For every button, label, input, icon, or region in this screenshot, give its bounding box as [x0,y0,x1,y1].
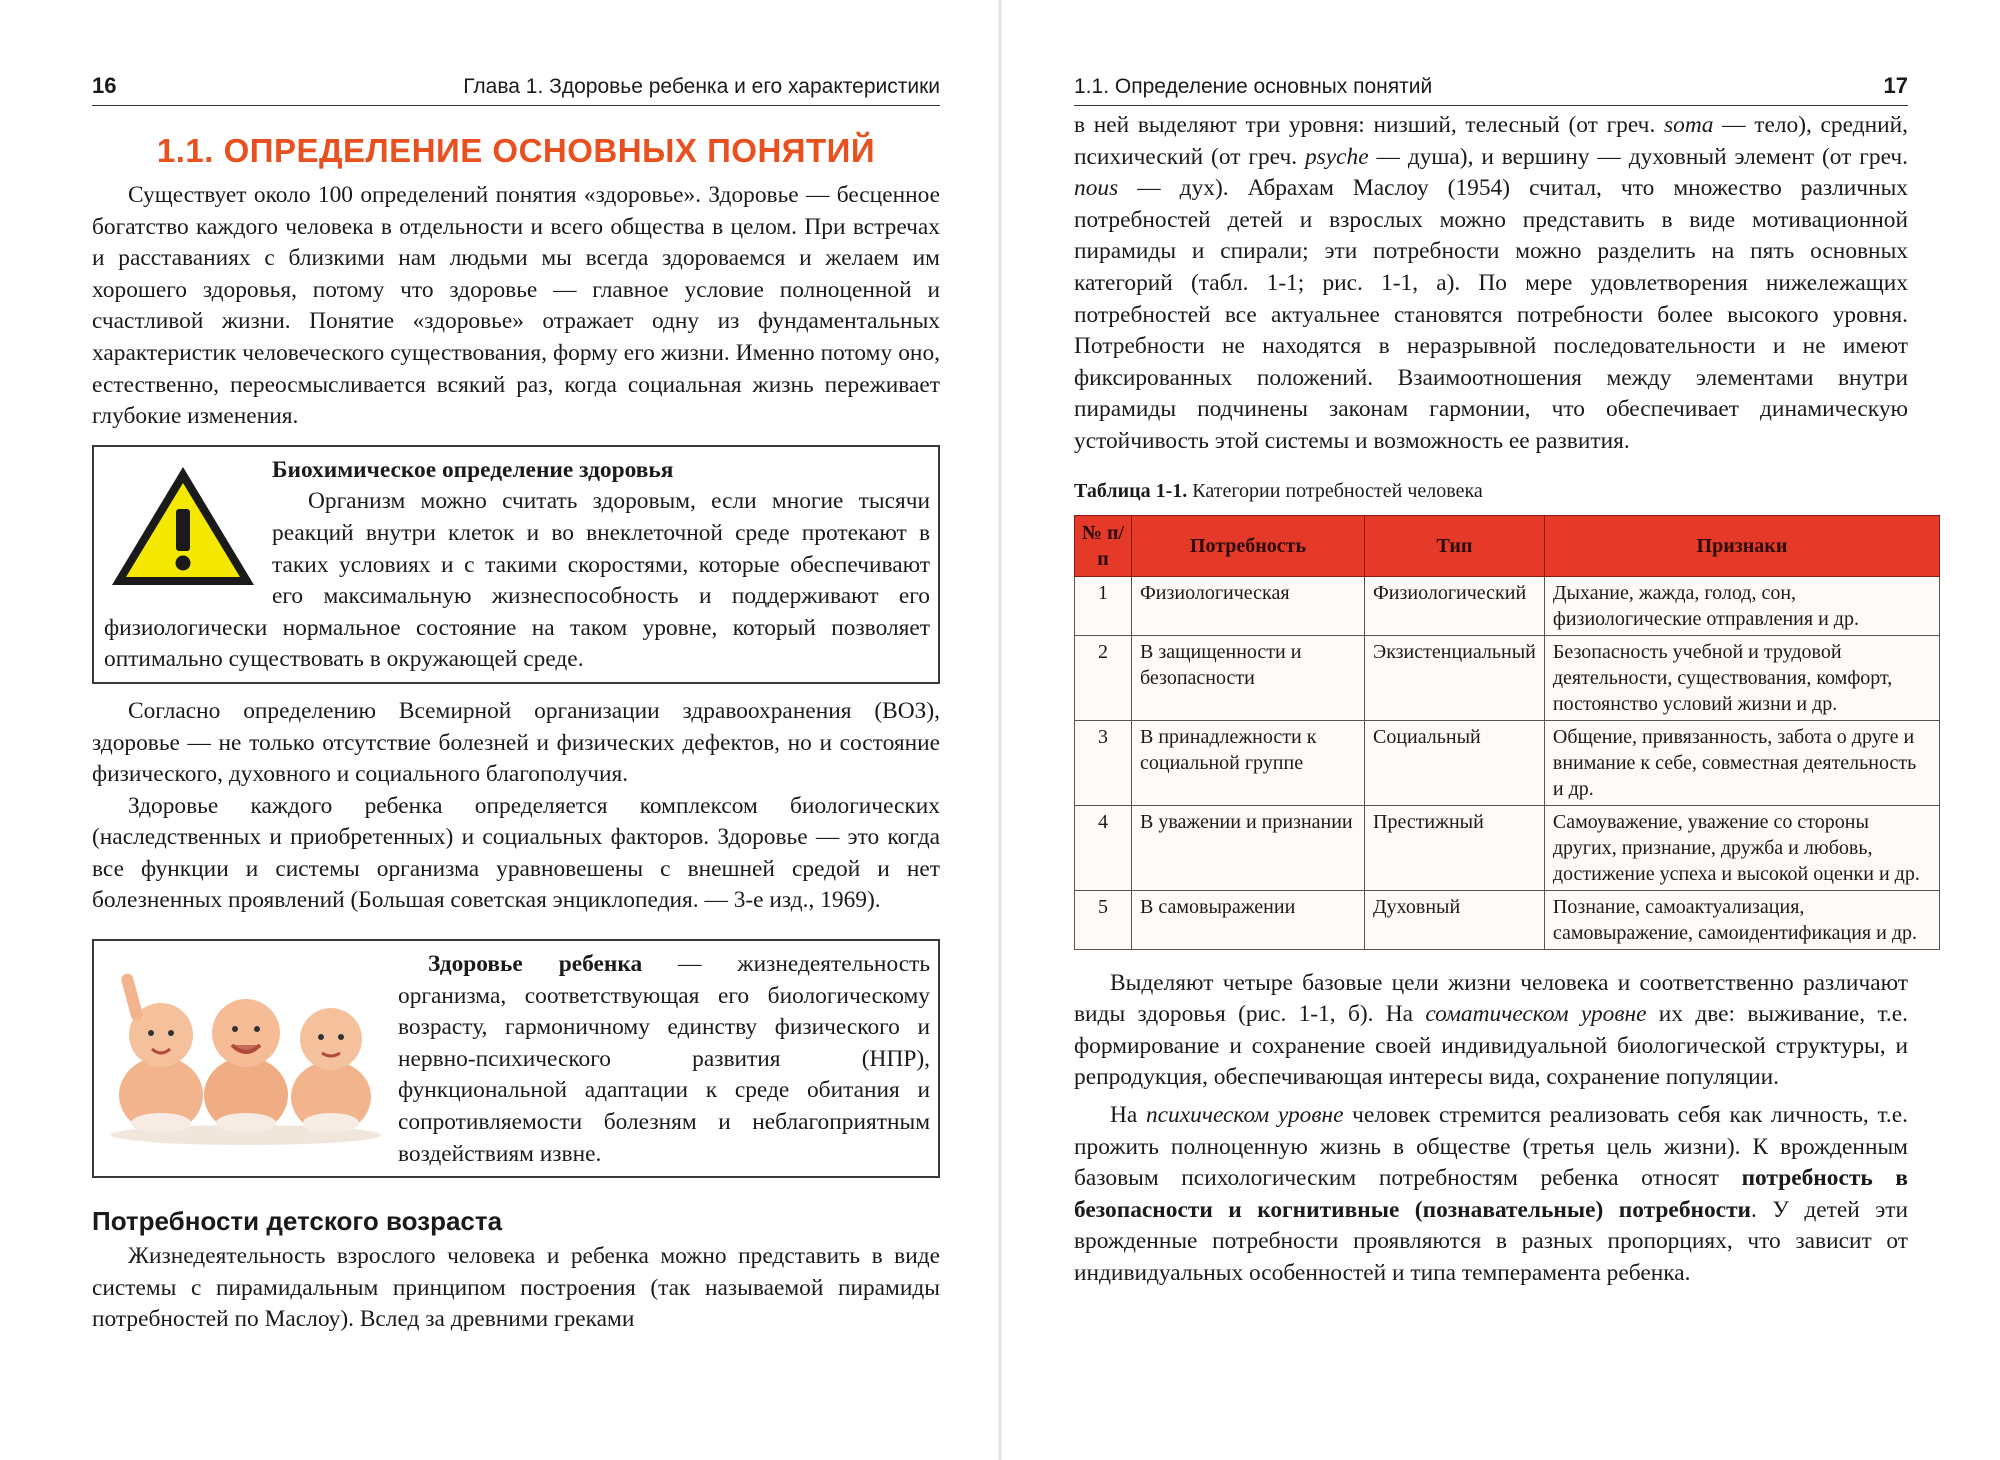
greek-soma: soma [1664,112,1714,138]
table-row [1075,635,1940,720]
life-goals-paragraph: Выделяют четыре базовые цели жизни человека и соответственно различают виды здоровья (рис. 1-1, б). На соматическом уровне их две: выживание, т.е. формирование и сохранение своей индивидуальной биологической структуры, и репродукция, обеспечивающая интересы вида, сохранение популяции. [1074,969,1908,1091]
child-health-definition: — жизнедеятельность организма, соответствующая его биологическому возрасту, гармоничному единству физического и нервно-психического развития (НПР), функциональной адаптации к среде обитания и сопротивляемости болезням и неблагоприятным воздействиям извне. [398,951,930,1167]
left-page-number: 16 [92,73,117,98]
who-paragraph: Согласно определению Всемирной организации здравоохранения (ВОЗ), здоровье — не только отсутствие болезней и физических дефектов, но и состояние физического, духовного и социального благополучия. [92,697,940,788]
cell-signs: Познание, самоактуализация, самовыражение, самоидентификация и др. [1544,890,1939,949]
cell-number: 4 [1075,805,1132,890]
babies-image [106,955,386,1145]
cell-number: 2 [1075,635,1132,720]
left-running-head [92,72,940,106]
cell-number: 3 [1075,720,1132,805]
cell-type: Социальный [1365,720,1545,805]
header-number: № п/п [1075,515,1132,576]
cell-signs: Безопасность учебной и трудовой деятельности, существования, комфорт, постоянство условий жизни и др. [1544,635,1939,720]
cell-need: В самовыражении [1132,890,1365,949]
child-health-box [92,939,940,1178]
child-health-term: Здоровье ребенка [428,951,643,978]
warning-icon [108,461,258,591]
cell-need: Физиологическая [1132,576,1365,635]
cell-type: Престижный [1365,805,1545,890]
needs-paragraph: Жизнедеятельность взрослого человека и ребенка можно представить в виде системы с пирамидальным принципом построения (так называемой пирамиды потребностей по Маслоу). Вслед за древними греками [92,1243,940,1333]
header-type: Тип [1365,515,1545,576]
innate-needs-term: потребность в безопасности и когнитивные (познавательные) потребности [1074,1165,1908,1223]
header-need: Потребность [1132,515,1365,576]
table-header-row [1075,515,1940,576]
table-row [1075,805,1940,890]
cell-need: В защищенности и безопасности [1132,635,1365,720]
cell-signs: Дыхание, жажда, голод, сон, физиологические отправления и др. [1544,576,1939,635]
right-section-title: 1.1. Определение основных понятий [1074,75,1433,98]
right-page-number: 17 [1883,73,1908,98]
psychic-level-paragraph: На психическом уровне человек стремится реализовать себя как личность, т.е. прожить полноценную жизнь в обществе (третья цель жизни). К врожденным базовым психологическим потребностям ребенка относят потребность в безопасности и когнитивные (познавательные) потребности. У детей эти врожденные потребности проявляются в разных пропорциях, что зависит от индивидуальных особенностей и типа темперамента ребенка. [1074,1101,1909,1286]
table-caption-label: Таблица 1-1. [1074,479,1188,502]
box-heading: Биохимическое определение здоровья [272,456,674,483]
right-page [1000,0,2000,1460]
cell-number: 5 [1075,890,1132,949]
somatic-level-term: соматическом уровне [1425,1001,1647,1028]
table-row [1075,720,1940,805]
child-health-paragraph: Здоровье каждого ребенка определяется комплексом биологических (наследственных и приобретенных) и социальных факторов. Здоровье — это когда все функции и системы организма уравновешены с внешней средой и нет болезненных проявлений (Большая советская энциклопедия. — 3-е изд., 1969). [92,792,940,914]
section-title: 1.1. ОПРЕДЕЛЕНИЕ ОСНОВНЫХ ПОНЯТИЙ [156,132,876,169]
biochemical-definition-box [92,445,940,684]
psychic-level-term: психическом уровне [1145,1101,1344,1128]
subsection-title: Потребности детского возраста [92,1206,503,1237]
cell-need: В принадлежности к социальной группе [1132,720,1365,805]
table-row [1075,890,1940,949]
table-row [1075,576,1940,635]
cell-type: Физиологический [1365,576,1545,635]
table-caption-text: Категории потребностей человека [1187,479,1483,502]
cell-signs: Общение, привязанность, забота о друге и внимание к себе, совместная деятельность и др. [1544,720,1939,805]
needs-table [1074,515,1940,950]
cell-need: В уважении и признании [1132,805,1365,890]
box-text: Организм можно считать здоровым, если многие тысячи реакций внутри клеток и во внеклеточной среде протекают в таких условиях и с такими скоростями, которые обеспечивают его максимальную жизнеспособность и поддерживают его физиологически нормальное состояние на таком уровне, который позволяет оптимально существовать в окружающей среде. [104,488,930,673]
greek-nous: nous [1074,175,1119,202]
cell-number: 1 [1075,576,1132,635]
levels-paragraph: в ней выделяют три уровня: низший, телесный (от греч. soma — тело), средний, психический (от греч. psyche — душа), и вершину — духовный элемент (от греч. nous — дух). Абрахам Маслоу (1954) считал, что множество различных потребностей детей и взрослых можно представить в виде мотивационной пирамиды и спирали; эти потребности можно разделить на пять основных категорий (табл. 1-1; рис. 1-1, а). По мере удовлетворения нижележащих потребностей все актуальнее становятся потребности более высокого уровня. Потребности не находятся в неразрывной последовательности и не имеют фиксированных положений. Взаимоотношения между элементами внутри пирамиды подчинены законам гармонии, что обеспечивает динамическую устойчивость этой системы и возможность ее развития. [1074,112,1908,454]
cell-type: Экзистенциальный [1365,635,1545,720]
table-caption [1074,480,1908,503]
cell-type: Духовный [1365,890,1545,949]
greek-psyche: psyche [1304,143,1369,170]
left-chapter-title: Глава 1. Здоровье ребенка и его характеристики [463,75,940,98]
right-running-head [1074,72,1908,106]
intro-paragraph: Существует около 100 определений понятия «здоровье». Здоровье — бесценное богатство каждого человека в отдельности и всего общества в целом. При встречах и расставаниях с близкими нам людьми мы всегда здороваемся и желаем им хорошего здоровья, потому что здоровье — главное условие полноценной и счастливой жизни. Понятие «здоровье» отражает одну из фундаментальных характеристик человеческого существования, форму его жизни. Именно потому оно, естественно, переосмысливается всякий раз, когда социальная жизнь переживает глубокие изменения. [92,182,940,430]
header-signs: Признаки [1544,515,1939,576]
cell-signs: Самоуважение, уважение со стороны других, признание, дружба и любовь, достижение успеха и высокой оценки и др. [1544,805,1939,890]
